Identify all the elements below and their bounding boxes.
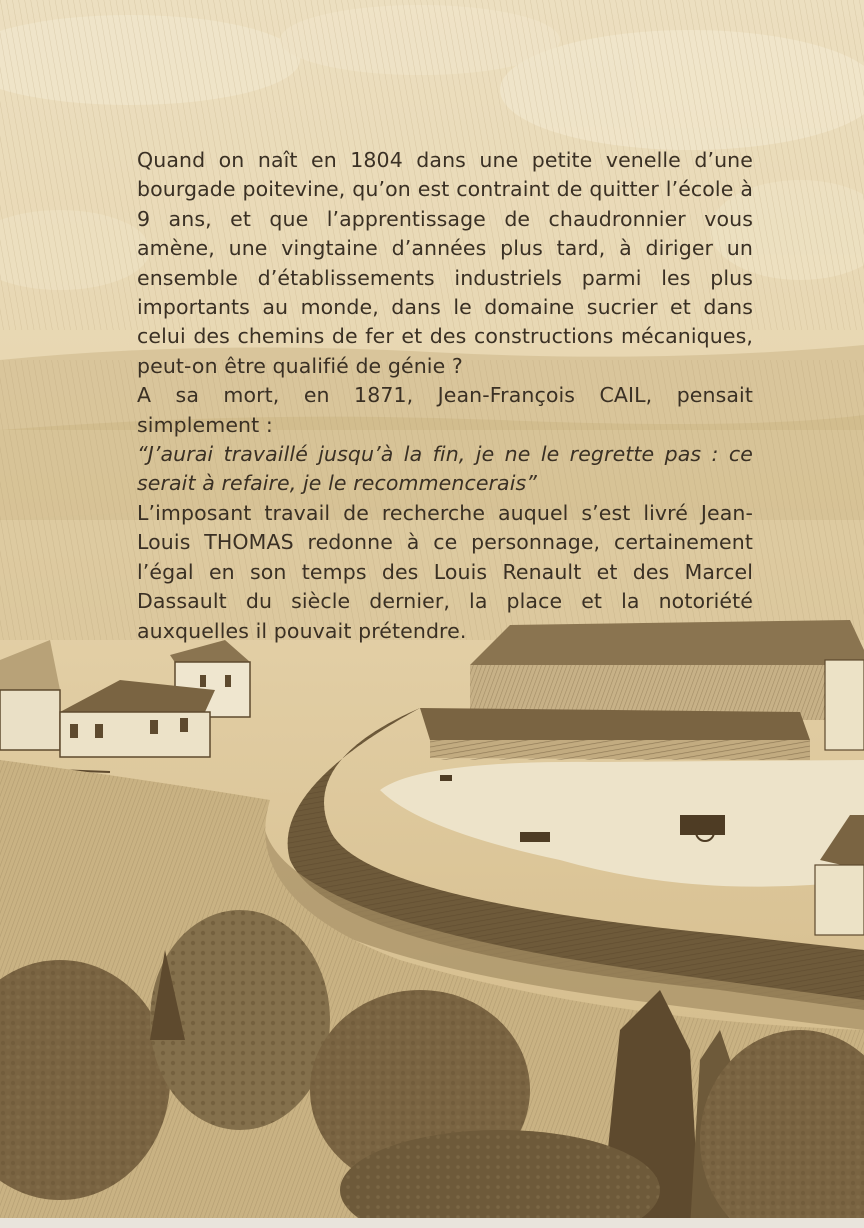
intro-paragraph: Quand on naît en 1804 dans une petite venelle d’une bourgade poitevine, qu’on est contraint de quitter l’école à 9 ans, et que l’apprentissage de chaudronnier vous amène, une vingtaine d’années plus tard, à diriger un ensemble d’établissements industriels parmi les plus importants au monde, dans le domaine sucrier et dans celui des chemins de fer et des constructions mécaniques, peut-on être qualifié de génie ? xyxy=(137,148,753,378)
research-paragraph: L’imposant travail de recherche auquel s’est livré Jean-Louis THOMAS redonne à ce personnage, certainement l’égal en son temps des Louis Renault et des Marcel Dassault du siècle dernier, la place et la notoriété auxquelles il pouvait prétendre. xyxy=(137,500,753,643)
cail-quote: “J’aurai travaillé jusqu’à la fin, je ne le regrette pas : ce serait à refaire, je le recommencerais” xyxy=(137,442,753,496)
death-paragraph: A sa mort, en 1871, Jean-François CAIL, pensait simplement : xyxy=(137,383,753,437)
arcade-gallery xyxy=(420,708,810,760)
biography-text xyxy=(137,146,753,646)
left-village-buildings xyxy=(0,640,250,772)
page-bottom-edge xyxy=(0,1218,864,1228)
courtyard xyxy=(380,760,864,887)
